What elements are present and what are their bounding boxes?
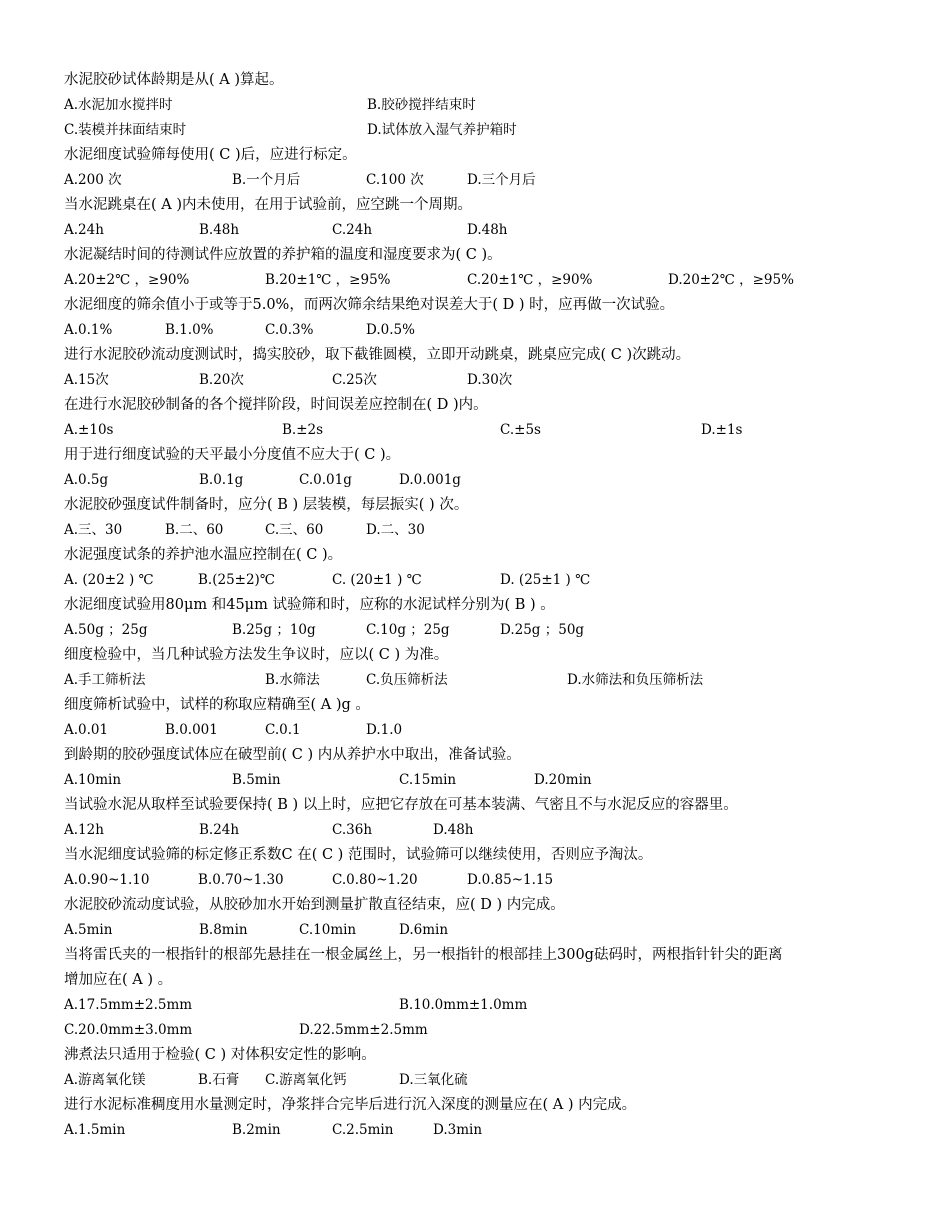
option-d: D.三个月后 [467,172,536,188]
option-a: A.1.5min [64,1122,126,1138]
option-d: D. (25±1 ) ℃ [500,572,591,588]
option-b: B.一个月后 [232,172,301,188]
option-a: A.12h [64,822,104,838]
option-b: B.石膏 [198,1072,240,1088]
option-b: B.48h [199,222,240,238]
option-c: C.36h [332,822,373,838]
option-b: B.1.0% [165,322,214,338]
option-b: B.水筛法 [265,672,320,688]
option-d: D.0.001g [399,472,461,488]
question-13: 细度筛析试验中，试样的称取应精确至( A )g 。 [64,697,370,713]
option-c: C.负压筛析法 [366,672,448,688]
option-d: D.30次 [467,372,513,388]
option-c: C.100 次 [366,172,424,188]
option-b: B.20±1℃ ，≥95% [265,272,391,288]
option-c: C.20.0mm±3.0mm [64,1022,193,1038]
option-c: C.10min [299,922,357,938]
option-b: B.±2s [282,422,324,438]
option-d: D.三氧化硫 [399,1072,468,1088]
option-d: D.20min [534,772,592,788]
option-a: A.水泥加水搅拌时 [64,97,173,113]
question-4: 水泥凝结时间的待测试件应放置的养护箱的温度和湿度要求为( C )。 [64,247,502,263]
question-16: 当水泥细度试验筛的标定修正系数C 在( C ) 范围时，试验筛可以继续使用，否则应予淘汰。 [64,847,653,863]
question-10: 水泥强度试条的养护池水温应控制在( C )。 [64,547,343,563]
option-d: D.48h [433,822,474,838]
option-a: A.15次 [64,372,109,388]
option-a: A.±10s [64,422,114,438]
question-17: 水泥胶砂流动度试验，从胶砂加水开始到测量扩散直径结束，应( D ) 内完成。 [64,897,565,913]
question-18: 当将雷氏夹的一根指针的根部先悬挂在一根金属丝上，另一根指针的根部挂上300g砝码时，两根指针针尖的距离 [64,947,783,963]
option-b: B.24h [199,822,240,838]
option-c: C.10g ；25g [366,622,450,638]
option-b: B.2min [232,1122,281,1138]
option-b: B.(25±2)℃ [198,572,275,588]
question-20: 进行水泥标准稠度用水量测定时，净浆拌合完毕后进行沉入深度的测量应在( A ) 内完成。 [64,1097,637,1113]
option-c: C. (20±1 ) ℃ [332,572,422,588]
option-a: A.24h [64,222,104,238]
option-d: D.20±2℃ ，≥95% [668,272,794,288]
option-b: B.胶砂搅拌结束时 [367,97,476,113]
question-8: 用于进行细度试验的天平最小分度值不应大于( C )。 [64,447,401,463]
option-d: D.6min [399,922,449,938]
question-6: 进行水泥胶砂流动度测试时，捣实胶砂，取下截锥圆模，立即开动跳桌，跳桌应完成( C )次跳动。 [64,347,691,363]
question-1: 水泥胶砂试体龄期是从( A )算起。 [64,72,284,88]
option-a: A.0.5g [64,472,109,488]
option-a: A.17.5mm±2.5mm [64,997,193,1013]
option-d: D.25g ；50g [500,622,585,638]
option-a: A.50g ；25g [64,622,148,638]
option-d: D.±1s [701,422,743,438]
option-d: D.1.0 [366,722,403,738]
option-c: C.20±1℃ ，≥90% [467,272,593,288]
question-2: 水泥细度试验筛每使用( C )后，应进行标定。 [64,147,357,163]
question-12: 细度检验中，当几种试验方法发生争议时，应以( C ) 为准。 [64,647,449,663]
question-9: 水泥胶砂强度试件制备时，应分( B ) 层装模，每层振实( ) 次。 [64,497,469,513]
option-c: C.2.5min [332,1122,394,1138]
option-c: C.25次 [332,372,377,388]
question-15: 当试验水泥从取样至试验要保持( B ) 以上时，应把它存放在可基本装满、气密且不与水泥反应的容器里。 [64,797,738,813]
option-a: A.三、30 [64,522,123,538]
option-c: C.三、60 [265,522,324,538]
option-a: A.20±2℃ ，≥90% [64,272,190,288]
option-d: D.48h [467,222,508,238]
option-d: D.试体放入湿气养护箱时 [367,122,517,138]
option-a: A.手工筛析法 [64,672,146,688]
option-d: D.水筛法和负压筛析法 [567,672,704,688]
option-b: B.0.70~1.30 [198,872,284,888]
question-19: 沸煮法只适用于检验( C ) 对体积安定性的影响。 [64,1047,376,1063]
option-a: A. (20±2 ) ℃ [64,572,154,588]
option-b: B.8min [199,922,248,938]
question-14: 到龄期的胶砂强度试体应在破型前( C ) 内从养护水中取出，准备试验。 [64,747,521,763]
question-7: 在进行水泥胶砂制备的各个搅拌阶段，时间误差应控制在( D )内。 [64,397,488,413]
option-b: B.5min [232,772,281,788]
option-c: C.装模并抹面结束时 [64,122,187,138]
option-c: C.0.80~1.20 [332,872,418,888]
option-a: A.5min [64,922,113,938]
question-11: 水泥细度试验用80μm 和45μm 试验筛和时，应称的水泥试样分别为( B ) 。 [64,597,555,613]
option-a: A.0.1% [64,322,113,338]
option-d: D.3min [433,1122,483,1138]
option-b: B.25g ；10g [232,622,316,638]
option-d: D.二、30 [366,522,425,538]
option-c: C.游离氧化钙 [265,1072,347,1088]
option-a: A.0.90~1.10 [64,872,150,888]
option-c: C.0.1 [265,722,301,738]
option-c: C.15min [399,772,457,788]
option-b: B.二、60 [165,522,224,538]
option-d: D.0.5% [366,322,415,338]
option-c: C.0.3% [265,322,314,338]
option-a: A.0.01 [64,722,109,738]
option-c: C.0.01g [299,472,352,488]
question-5: 水泥细度的筛余值小于或等于5.0%，而两次筛余结果绝对误差大于( D ) 时，应再做一次试验。 [64,297,675,313]
option-a: A.10min [64,772,122,788]
question-3: 当水泥跳桌在( A )内未使用，在用于试验前，应空跳一个周期。 [64,197,473,213]
option-a: A.游离氧化镁 [64,1072,146,1088]
option-b: B.0.1g [199,472,244,488]
option-b: B.0.001 [165,722,218,738]
option-c: C.±5s [500,422,541,438]
option-a: A.200 次 [64,172,122,188]
option-c: C.24h [332,222,373,238]
question-18-continued: 增加应在( A ) 。 [64,972,173,988]
option-d: D.0.85~1.15 [467,872,554,888]
option-b: B.20次 [199,372,244,388]
option-d: D.22.5mm±2.5mm [299,1022,428,1038]
option-b: B.10.0mm±1.0mm [399,997,528,1013]
